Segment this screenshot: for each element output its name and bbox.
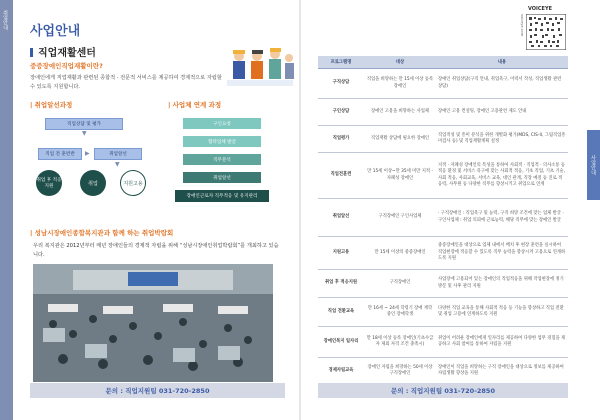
contact-bar-right: 문의 : 직업지원팀 031-720-2850 bbox=[318, 383, 568, 398]
table-row bbox=[318, 298, 568, 327]
intro-question: 중증장애인직업재활이란? bbox=[30, 62, 103, 70]
workers-illustration bbox=[225, 40, 295, 88]
program-content: 중증장애인을 대상으로 업체 내에서 배치 후 현장 훈련을 실시하여 직업현장에 적응할 수 있도록 직무 능력을 향상시켜 고용으로 연계하도록 지원 bbox=[436, 237, 568, 270]
step-partner-discovery: 협력업체 발굴 bbox=[183, 136, 261, 147]
process-right-title-text: 사업체 연계 과정 bbox=[172, 101, 222, 109]
program-table bbox=[318, 56, 568, 385]
step-counseling: 직업상담 및 평가 bbox=[45, 118, 123, 130]
arrow-down-icon: ▼ bbox=[82, 130, 87, 137]
section-title: 직업재활센터 bbox=[30, 44, 96, 59]
table-row bbox=[318, 358, 568, 385]
program-name: 장애인복지 일자리 bbox=[318, 327, 364, 358]
step-pretraining: 직업 전 훈련반 bbox=[38, 148, 82, 160]
qr-code-icon bbox=[526, 14, 566, 50]
table-row bbox=[318, 69, 568, 99]
program-content: 장애인이 직업을 희망하는 구직 장애인을 대상으로 정보를 제공하여 자립생활 향상을 지원 bbox=[436, 358, 568, 385]
step-hiring-request: 구인요청 bbox=[183, 118, 261, 129]
job-fair-photo bbox=[33, 264, 273, 382]
program-content: 사업장에 고용되어 있는 장애인의 직업적응을 위해 작업현장에 정기 방문 및 사후 관리 지원 bbox=[436, 270, 568, 298]
program-name: 경제자립교육 bbox=[318, 358, 364, 385]
page-gutter bbox=[299, 0, 301, 420]
arrow-down-icon: ▼ bbox=[115, 161, 120, 168]
program-name: 직업평가 bbox=[318, 126, 364, 153]
table-row bbox=[318, 327, 568, 358]
arrow-right-icon: ▶ bbox=[85, 150, 90, 157]
program-content: · 구직장애인 : 직업욕구 및 능력, 구직 희망 조건에 맞는 업체 발굴 · 구인사업체 : 취업 의뢰에 근로능력, 해당 직무에 맞는 장애인 발굴 bbox=[436, 199, 568, 237]
table-row bbox=[318, 199, 568, 237]
step-job-analysis: 직무분석 bbox=[183, 154, 261, 165]
step-job-placement: 취업알선 bbox=[94, 148, 142, 160]
program-content: 장애인 취업상담(구직 안내, 취업욕구, 이력서 작성, 직업생활 관련 상담) bbox=[436, 69, 568, 99]
program-content: 다양한 직업 교육을 통해 사회적 적응 등 기능을 향상하고 직업 전환 및 취업 고용에 연계하도록 지원 bbox=[436, 298, 568, 327]
program-target: 만 18세 이상 등록 장애인(기초수급자 제외 자격 조건 충족시) bbox=[364, 327, 436, 358]
program-name: 취업 후 적응지원 bbox=[318, 270, 364, 298]
program-content: 지적 · 자폐성 장애인의 특성을 통하여 사회적 · 직업적 · 의사소통 등 적응 환경 및 서비스 욕구에 맞는 사회적 적응, 기초 직업, 기초 기술, 사회 적응, 사회교육, 서비스 교육, 대인 관계, 직장 예절 등 진로 적응력, 사무원 등 다양한 직무를 향상시키고 취업으로 연계 bbox=[436, 153, 568, 199]
step-adaptation: 취업 후 적응지원 bbox=[36, 170, 62, 196]
step-supported-employment: 지원고용 bbox=[120, 170, 146, 196]
side-label: 취업안내 bbox=[2, 10, 8, 30]
program-target: 장애인 자립을 희망하는 50세 이상 구직장애인 bbox=[364, 358, 436, 385]
process-left-title: | 취업알선과정 bbox=[30, 101, 73, 109]
program-target: 만 15세 이상의 중증장애인 bbox=[364, 237, 436, 270]
table-row bbox=[318, 270, 568, 298]
header-program: 프로그램명 bbox=[318, 56, 364, 69]
qr-side-label: voiceye.com bbox=[520, 14, 524, 37]
page-title: 사업안내 bbox=[30, 24, 81, 39]
program-name: 취업알선 bbox=[318, 199, 364, 237]
program-content: 직업적성 및 흥미 분석을 위한 개별화 평가(MDS, CIS-II, 그림직업흥미검사 등) 및 직업재활계획 설정 bbox=[436, 126, 568, 153]
step-retention: 장애인근로자 직무적응 및 유지관리 bbox=[175, 190, 269, 202]
program-name: 구인상담 bbox=[318, 99, 364, 126]
festival-description: 우리 복지관은 2012년부터 매년 장애인들의 경제적 자립을 위해 “성남시장애인취업박람회”를 개최하고 있습니다. bbox=[33, 243, 279, 258]
program-content: 취업이 어려운 장애인에게 일자리를 제공하여 다양한 업무 경험을 제공하고 사회 참여를 통하여 자립을 지원 bbox=[436, 327, 568, 358]
header-content: 내용 bbox=[436, 56, 568, 69]
qr-brand: VOICEYE bbox=[528, 6, 553, 12]
step-placement: 취업알선 bbox=[183, 172, 261, 183]
table-row bbox=[318, 99, 568, 126]
side-tab: 사업안내 bbox=[587, 130, 600, 200]
program-target: 직업을 희망하는 만 15세 이상 등록장애인 bbox=[364, 69, 436, 99]
intro-description: 장애인에게 직업재활과 관련된 종합적 · 전문적 서비스를 제공하여 경제적으로 자립할 수 있도록 지원합니다. bbox=[30, 75, 222, 90]
program-name: 직업전훈련 bbox=[318, 153, 364, 199]
contact-bar-left: 문의 : 직업지원팀 031-720-2850 bbox=[30, 383, 285, 398]
table-row bbox=[318, 153, 568, 199]
table-header-row bbox=[318, 56, 568, 69]
program-name: 직업 전환교육 bbox=[318, 298, 364, 327]
step-employment: 취업 bbox=[80, 170, 106, 196]
program-target: 만 15세 이상~만 35세 미만 지적 · 자폐성 장애인 bbox=[364, 153, 436, 199]
table-row bbox=[318, 126, 568, 153]
program-name: 지원고용 bbox=[318, 237, 364, 270]
program-target: 직업재활 상담에 필요한 장애인 bbox=[364, 126, 436, 153]
program-target: 구직장애인 구인사업체 bbox=[364, 199, 436, 237]
program-content: 장애인 고용 컨설팅, 장애인 고용관련 제도 안내 bbox=[436, 99, 568, 126]
left-side-strip bbox=[0, 0, 13, 420]
program-name: 구직상담 bbox=[318, 69, 364, 99]
festival-title: | 성남시장애인종합복지관과 함께 하는 취업박람회 bbox=[30, 229, 174, 237]
process-right-title: | 사업체 연계 과정 bbox=[168, 101, 222, 109]
table-row bbox=[318, 237, 568, 270]
process-left-title-text: 취업알선과정 bbox=[34, 101, 73, 109]
program-target: 만 16세 ~ 24세 학령기 장애 재학 중인 장애학생 bbox=[364, 298, 436, 327]
festival-title-text: 성남시장애인종합복지관과 함께 하는 취업박람회 bbox=[34, 229, 174, 237]
program-target: 구직장애인 bbox=[364, 270, 436, 298]
header-target: 대상 bbox=[364, 56, 436, 69]
program-target: 장애인 고용을 희망하는 사업체 bbox=[364, 99, 436, 126]
